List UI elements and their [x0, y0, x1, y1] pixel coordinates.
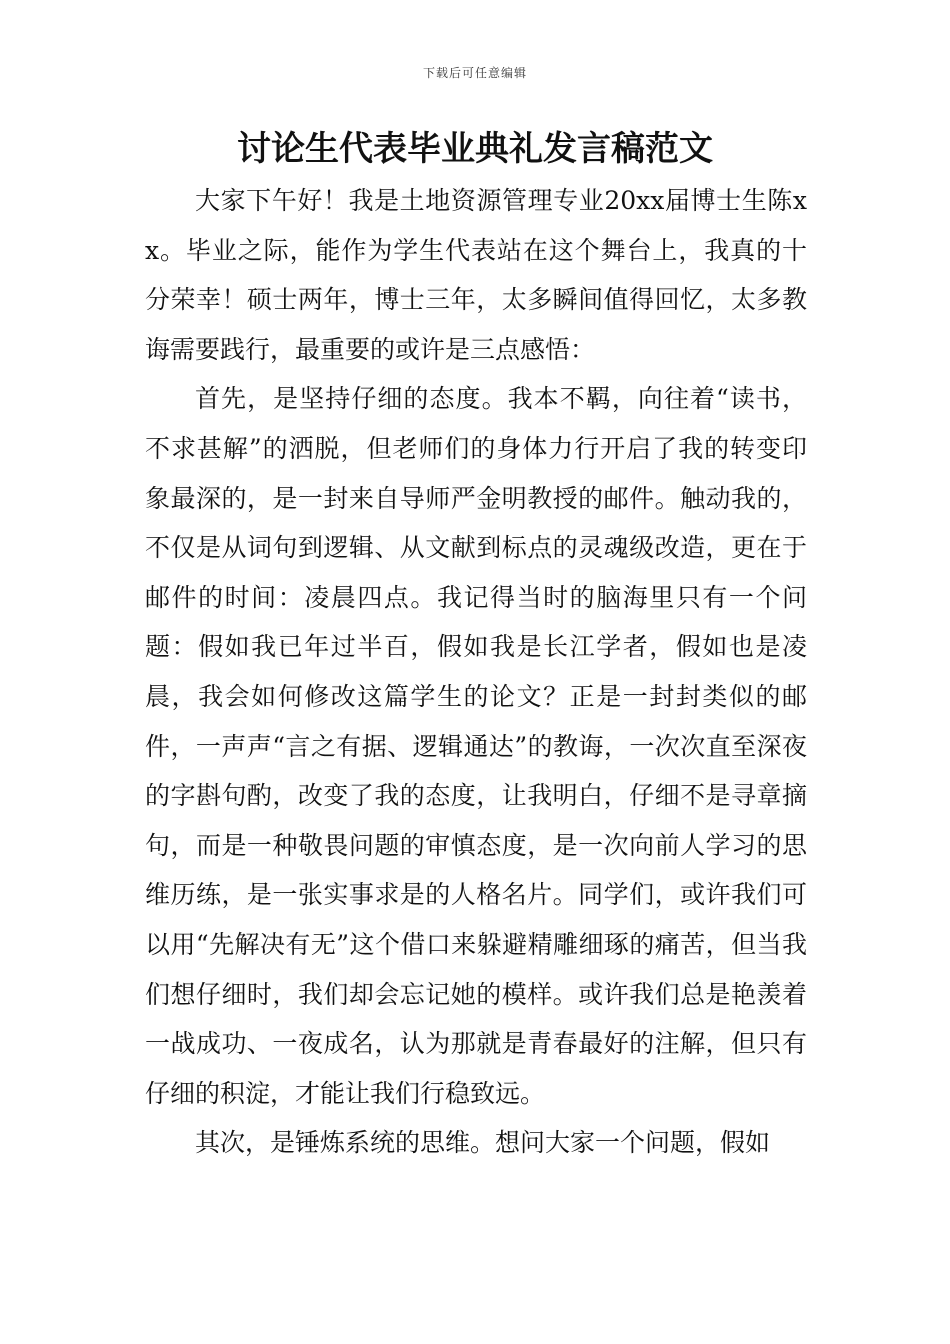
document-body — [145, 176, 807, 1168]
paragraph-second-point: 其次，是锤炼系统的思维。想问大家一个问题，假如 — [195, 1128, 771, 1158]
paragraph-intro: 大家下午好！我是土地资源管理专业20xx届博士生陈xx。毕业之际，能作为学生代表站在这个舞台上，我真的十分荣幸！硕士两年，博士三年，太多瞬间值得回忆，太多教诲需要践行，最重要的或许是三点感悟： — [145, 186, 807, 364]
page-header-note: 下载后可任意编辑 — [422, 66, 527, 80]
paragraph-first-point: 首先，是坚持仔细的态度。我本不羁，向往着“读书，不求甚解”的洒脱，但老师们的身体力行开启了我的转变印象最深的，是一封来自导师严金明教授的邮件。触动我的，不仅是从词句到逻辑、从文献到标点的灵魂级改造，更在于邮件的时间：凌晨四点。我记得当时的脑海里只有一个问题：假如我已年过半百，假如我是长江学者，假如也是凌晨，我会如何修改这篇学生的论文？正是一封封类似的邮件，一声声“言之有据、逻辑通达”的教诲，一次次直至深夜的字斟句酌，改变了我的态度，让我明白，仔细不是寻章摘句，而是一种敬畏问题的审慎态度，是一次向前人学习的思维历练，是一张实事求是的人格名片。同学们，或许我们可以用“先解决有无”这个借口来躲避精雕细琢的痛苦，但当我们想仔细时，我们却会忘记她的模样。或许我们总是艳羡着一战成功、一夜成名，认为那就是青春最好的注解，但只有仔细的积淀，才能让我们行稳致远。 — [145, 384, 807, 1108]
document-title: 讨论生代表毕业典礼发言稿范文 — [237, 129, 713, 169]
